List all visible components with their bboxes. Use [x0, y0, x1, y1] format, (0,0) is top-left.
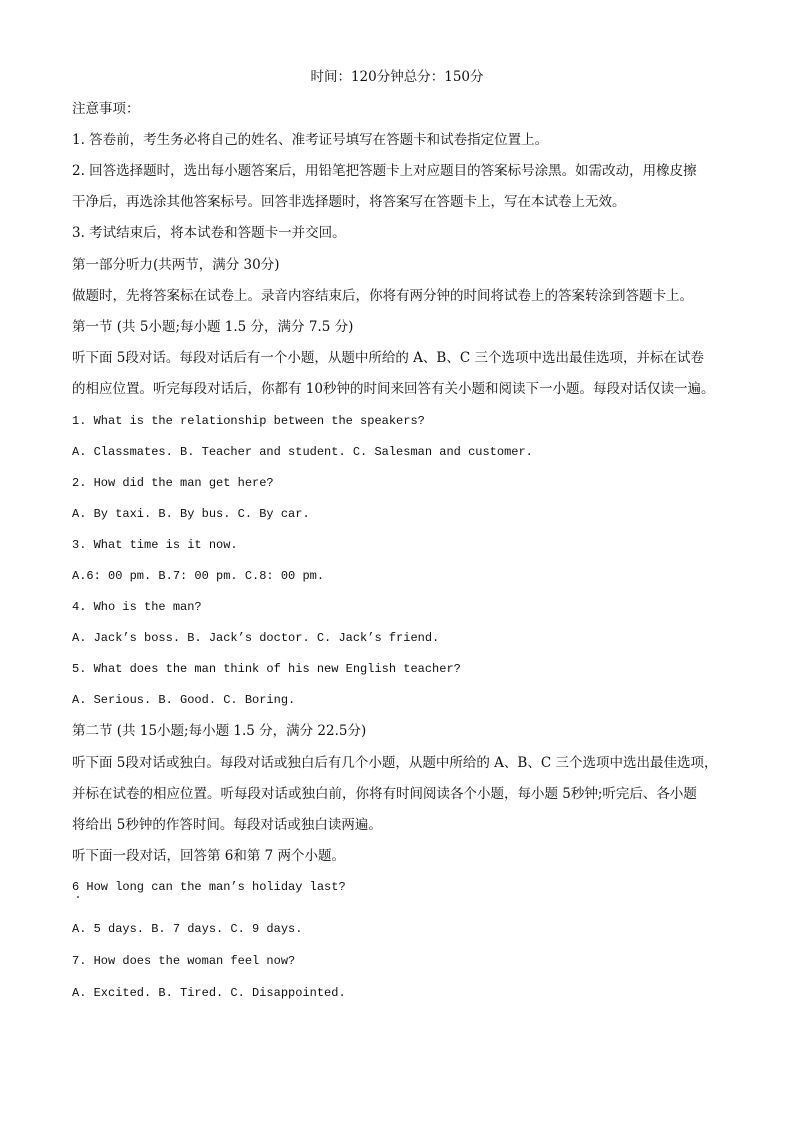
- question-2-options: A. By taxi. B. By bus. C. By car.: [72, 507, 310, 521]
- exam-time-score: 时间：120分钟总分：150分: [310, 69, 484, 85]
- section1-instruction-line-2: 的相应位置。听完每段对话后，你都有 10秒钟的时间来回答有关小题和阅读下一小题。每段对话仅读一遍。: [72, 381, 715, 397]
- question-3-options: A.6: 00 pm. B.7: 00 pm. C.8: 00 pm.: [72, 569, 325, 583]
- question-1-options: A. Classmates. B. Teacher and student. C. Salesman and customer.: [72, 445, 533, 459]
- question-7: 7. How does the woman feel now?: [72, 954, 296, 968]
- question-5-options: A. Serious. B. Good. C. Boring.: [72, 693, 296, 707]
- part1-heading: 第一部分听力(共两节，满分 30分): [72, 257, 280, 273]
- stray-mark: [77, 896, 79, 898]
- question-4-options: A. Jack’s boss. B. Jack’s doctor. C. Jack’s friend.: [72, 631, 440, 645]
- section2-instruction-line-3: 将给出 5秒钟的作答时间。每段对话或独白读两遍。: [72, 817, 382, 833]
- section1-instruction-line-1: 听下面 5段对话。每段对话后有一个小题，从题中所给的 A、B、C 三个选项中选出最佳选项，并标在试卷: [72, 350, 704, 366]
- question-4: 4. Who is the man?: [72, 600, 202, 614]
- question-3: 3. What time is it now.: [72, 538, 238, 552]
- question-6: 6 How long can the man’s holiday last?: [72, 880, 346, 894]
- notice-item-2-line-2: 干净后，再选涂其他答案标号。回答非选择题时，将答案写在答题卡上，写在本试卷上无效。: [72, 194, 626, 210]
- dialogue-intro: 听下面一段对话，回答第 6和第 7 两个小题。: [72, 848, 346, 864]
- question-5: 5. What does the man think of his new English teacher?: [72, 662, 461, 676]
- notice-item-3: 3. 考试结束后，将本试卷和答题卡一并交回。: [72, 225, 346, 241]
- notice-item-2-line-1: 2. 回答选择题时，选出每小题答案后，用铅笔把答题卡上对应题目的答案标号涂黑。如需改动，用橡皮擦: [72, 163, 697, 179]
- question-2: 2. How did the man get here?: [72, 476, 274, 490]
- question-6-options: A. 5 days. B. 7 days. C. 9 days.: [72, 922, 303, 936]
- section2-heading: 第二节 (共 15小题;每小题 1.5 分，满分 22.5分): [72, 723, 367, 739]
- section1-heading: 第一节 (共 5小题;每小题 1.5 分，满分 7.5 分): [72, 319, 354, 335]
- question-1: 1. What is the relationship between the speakers?: [72, 414, 425, 428]
- question-7-options: A. Excited. B. Tired. C. Disappointed.: [72, 986, 346, 1000]
- section2-instruction-line-1: 听下面 5段对话或独白。每段对话或独白后有几个小题，从题中所给的 A、B、C 三个选项中选出最佳选项，: [72, 755, 718, 771]
- part1-instruction: 做题时，先将答案标在试卷上。录音内容结束后，你将有两分钟的时间将试卷上的答案转涂到答题卡上。: [72, 288, 693, 304]
- section2-instruction-line-2: 并标在试卷的相应位置。听每段对话或独白前，你将有时间阅读各个小题，每小题 5秒钟;听完后、各小题: [72, 786, 697, 802]
- notice-heading: 注意事项：: [72, 101, 140, 117]
- notice-item-1: 1. 答卷前，考生务必将自己的姓名、准考证号填写在答题卡和试卷指定位置上。: [72, 132, 549, 148]
